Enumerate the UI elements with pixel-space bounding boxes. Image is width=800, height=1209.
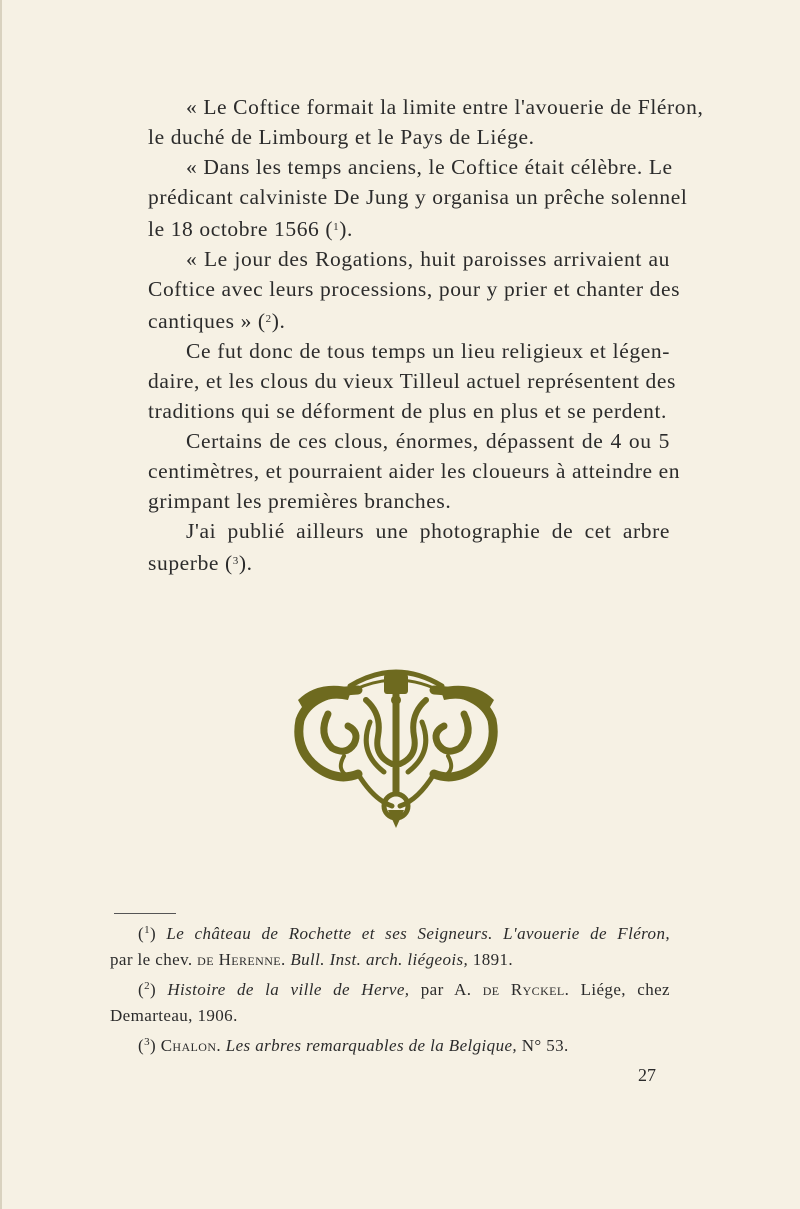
- paragraph-2: [110, 152, 688, 244]
- paragraph-1: [110, 92, 704, 152]
- body-text: [110, 92, 704, 578]
- text-line: [110, 304, 670, 336]
- text-line: centimètres, et pourraient aider les cloueurs à atteindre en: [148, 459, 681, 483]
- text-fragment: cantiques » (: [148, 309, 266, 333]
- page-edge: [0, 0, 2, 1209]
- footnote-journal: Bull. Inst. arch. liégeois,: [290, 950, 469, 969]
- paragraph-4: [110, 336, 676, 426]
- text-line: [110, 212, 670, 244]
- text-fragment: par le chev.: [110, 950, 198, 969]
- text-fragment: . Liége, chez: [564, 980, 670, 999]
- footnote-ref: 2: [265, 313, 272, 325]
- paragraph-3: [110, 244, 681, 336]
- footnote-title: Les arbres remarquables de la Belgique,: [225, 1036, 518, 1055]
- text-line: daire, et les clous du vieux Tilleul actuel représentent des: [148, 369, 676, 393]
- text-fragment: ).: [238, 551, 253, 575]
- footnote-author: Chalon: [160, 1036, 217, 1055]
- text-fragment: N° 53.: [517, 1036, 569, 1055]
- text-line: J'ai publié ailleurs une photographie de cet arbre: [186, 519, 670, 543]
- page-number: 27: [638, 1065, 656, 1085]
- text-fragment: le 18 octobre 1566 (: [148, 217, 334, 241]
- footnote-number: 2: [144, 980, 150, 992]
- text-line: « Le jour des Rogations, huit paroisses arrivaient au: [186, 247, 670, 271]
- footnote-2-continued: Demarteau, 1906.: [110, 1006, 238, 1025]
- footnote-author: de Ryckel: [482, 980, 565, 999]
- text-line: Certains de ces clous, énormes, dépassent de 4 ou 5: [186, 429, 670, 453]
- footnote-author: de Herenne: [197, 950, 282, 969]
- text-fragment: par A.: [409, 980, 483, 999]
- footnote-number: 3: [144, 1036, 150, 1048]
- text-line: grimpant les premières branches.: [148, 489, 452, 513]
- footnote-ref: 1: [333, 221, 340, 233]
- footnote-1-continued: [110, 947, 670, 973]
- text-fragment: ).: [271, 309, 286, 333]
- footnote-1: ($^1$) Le château de Rochette et ses Seigneurs. L'avouerie de Fléron,: [138, 924, 670, 943]
- text-line: prédicant calviniste De Jung y organisa un prêche solennel: [148, 185, 688, 209]
- footnote-number: 1: [144, 924, 150, 936]
- text-fragment: .: [281, 950, 291, 969]
- footnote-title: Le château de Rochette et ses Seigneurs. L'avouerie de Fléron,: [166, 924, 670, 943]
- text-fragment: superbe (: [148, 551, 233, 575]
- paragraph-5: [110, 426, 681, 516]
- text-line: [110, 546, 670, 578]
- text-line: « Dans les temps anciens, le Coftice était célèbre. Le: [186, 155, 673, 179]
- text-fragment: 1891.: [468, 950, 514, 969]
- text-fragment: ).: [339, 217, 354, 241]
- footnote-divider: [114, 913, 176, 914]
- text-line: « Le Coftice formait la limite entre l'avouerie de Fléron,: [186, 95, 704, 119]
- footnote-title: Histoire de la ville de Herve,: [167, 980, 410, 999]
- text-line: traditions qui se déforment de plus en plus et se perdent.: [148, 399, 668, 423]
- text-line: le duché de Limbourg et le Pays de Liége.: [148, 125, 535, 149]
- ornament-icon: [288, 660, 504, 830]
- footnotes: [110, 917, 670, 1059]
- footnote-ref: 3: [232, 555, 239, 567]
- text-line: Coftice avec leurs processions, pour y prier et chanter des: [148, 277, 681, 301]
- footnote-3: ($^3$) Chalon. Les arbres remarquables de la Belgique, N° 53.: [138, 1036, 569, 1055]
- footnote-2: ($^2$) Histoire de la ville de Herve, par A. de Ryckel. Liége, chez: [138, 980, 670, 999]
- text-line: Ce fut donc de tous temps un lieu religieux et légen-: [186, 339, 670, 363]
- text-fragment: .: [216, 1036, 226, 1055]
- paragraph-6: [110, 516, 670, 578]
